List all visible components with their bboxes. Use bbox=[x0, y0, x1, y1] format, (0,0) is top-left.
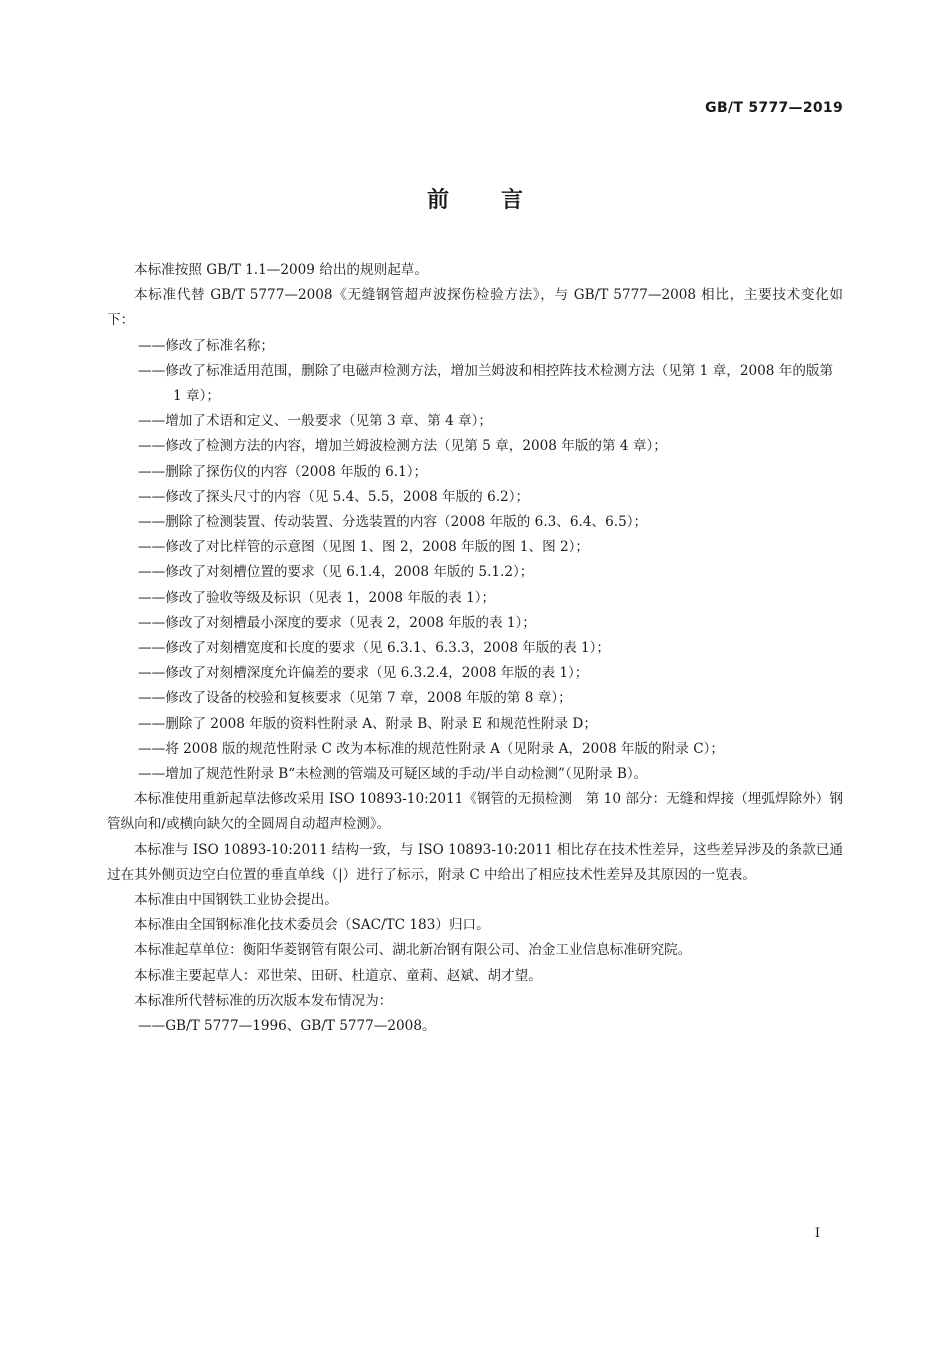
list-item: ——修改了验收等级及标识（见表 1，2008 年版的表 1）； bbox=[138, 589, 496, 606]
document-body bbox=[107, 258, 843, 1039]
title-char-1: 前 bbox=[426, 188, 449, 213]
list-item: ——增加了规范性附录 B“未检测的管端及可疑区域的手动/半自动检测”（见附录 B）。 bbox=[138, 766, 648, 783]
list-item: ——修改了对刻槽宽度和长度的要求（见 6.3.1、6.3.3，2008 年版的表 1）； bbox=[138, 640, 611, 657]
list-item: ——修改了设备的校验和复核要求（见第 7 章，2008 年版的第 8 章）； bbox=[138, 690, 572, 707]
list-item: ——修改了对刻槽深度允许偏差的要求（见 6.3.2.4，2008 年版的表 1）； bbox=[138, 665, 589, 682]
list-item: ——删除了检测装置、传动装置、分选装置的内容（2008 年版的 6.3、6.4、6.5）； bbox=[138, 514, 648, 531]
list-item: ——删除了探伤仪的内容（2008 年版的 6.1）； bbox=[138, 463, 428, 480]
list-item: ——修改了标准名称； bbox=[138, 337, 274, 354]
paragraph: 本标准按照 GB/T 1.1—2009 给出的规则起草。 bbox=[134, 262, 428, 278]
paragraph: 本标准使用重新起草法修改采用 ISO 10893-10:2011《钢管的无损检测 第 10 部分：无缝和焊接（埋弧焊除外）钢管纵向和/或横向缺欠的全圆周自动超声检测》。 bbox=[107, 791, 843, 833]
changes-list bbox=[107, 334, 843, 788]
paragraph: 本标准与 ISO 10893-10:2011 结构一致，与 ISO 10893-10:2011 相比存在技术性差异，这些差异涉及的条款已通过在其外侧页边空白位置的垂直单线（|）进行了标示，附录 C 中给出了相应技术性差异及其原因的一览表。 bbox=[107, 841, 843, 883]
list-item: ——修改了检测方法的内容，增加兰姆波检测方法（见第 5 章，2008 年版的第 4 章）； bbox=[138, 438, 667, 455]
list-item: ——增加了术语和定义、一般要求（见第 3 章、第 4 章）； bbox=[138, 413, 493, 430]
page-title bbox=[0, 183, 950, 214]
paragraph: 本标准起草单位：衡阳华菱钢管有限公司、湖北新冶钢有限公司、冶金工业信息标准研究院。 bbox=[134, 942, 692, 959]
paragraph: 本标准所代替标准的历次版本发布情况为： bbox=[134, 992, 393, 1009]
list-item: ——GB/T 5777—1996、GB/T 5777—2008。 bbox=[138, 1018, 436, 1035]
list-item: ——修改了探头尺寸的内容（见 5.4、5.5，2008 年版的 6.2）； bbox=[138, 488, 530, 505]
paragraph: 本标准代替 GB/T 5777—2008《无缝钢管超声波探伤检验方法》，与 GB/T 5777—2008 相比，主要技术变化如下： bbox=[107, 287, 843, 329]
list-item: ——修改了对刻槽位置的要求（见 6.1.4，2008 年版的 5.1.2）； bbox=[138, 564, 534, 581]
standard-code: GB/T 5777—2019 bbox=[705, 100, 843, 116]
list-item: ——删除了 2008 年版的资料性附录 A、附录 B、附录 E 和规范性附录 D； bbox=[138, 715, 597, 732]
title-char-2: 言 bbox=[501, 188, 524, 213]
page-number: I bbox=[814, 1226, 820, 1241]
list-item: ——修改了标准适用范围，删除了电磁声检测方法，增加兰姆波和相控阵技术检测方法（见第 1 章，2008 年的版第 1 章）； bbox=[138, 362, 834, 405]
paragraph: 本标准由全国钢标准化技术委员会（SAC/TC 183）归口。 bbox=[134, 917, 490, 934]
list-item: ——修改了对比样管的示意图（见图 1、图 2，2008 年版的图 1、图 2）； bbox=[138, 539, 590, 556]
paragraph: 本标准主要起草人：邓世荣、田研、杜道京、童莉、赵斌、胡才望。 bbox=[134, 967, 542, 984]
list-item: ——修改了对刻槽最小深度的要求（见表 2，2008 年版的表 1）； bbox=[138, 614, 536, 631]
list-item: ——将 2008 版的规范性附录 C 改为本标准的规范性附录 A（见附录 A，2008 年版的附录 C）； bbox=[138, 740, 724, 757]
paragraph: 本标准由中国钢铁工业协会提出。 bbox=[134, 892, 338, 909]
history-list bbox=[107, 1014, 843, 1039]
